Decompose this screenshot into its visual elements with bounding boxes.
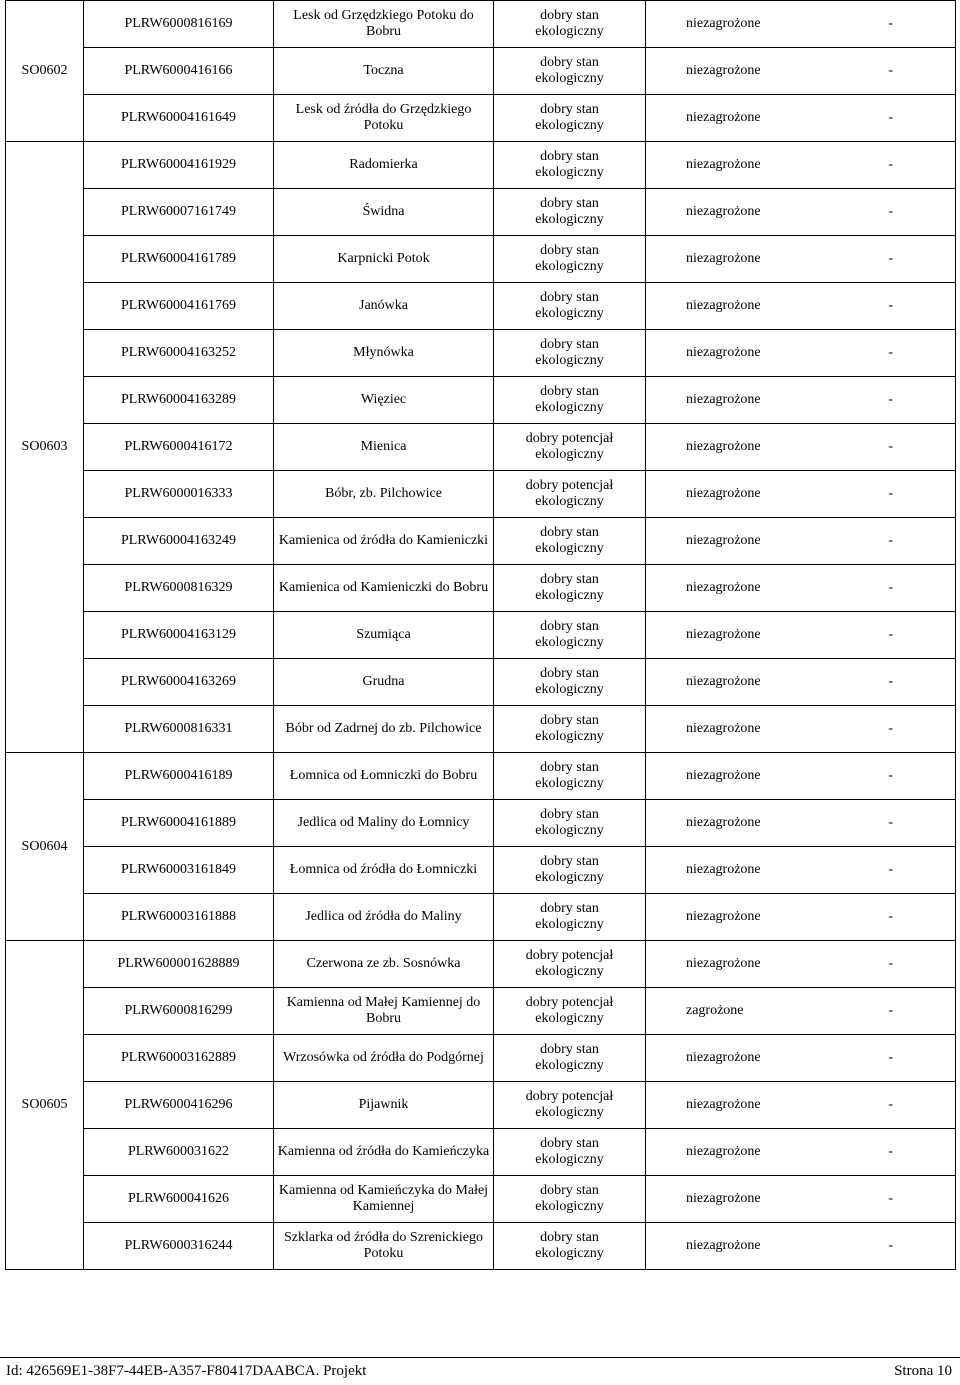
derogation-value: - <box>888 204 893 219</box>
derogation-value: - <box>888 909 893 924</box>
water-body-name: Bóbr od Zadrnej do zb. Pilchowice <box>274 706 494 753</box>
risk-cell <box>646 800 956 847</box>
risk-cell <box>646 565 956 612</box>
risk-assessment: niezagrożone <box>686 627 761 642</box>
water-body-name: Świdna <box>274 189 494 236</box>
risk-assessment: niezagrożone <box>686 486 761 501</box>
table-row <box>6 659 956 706</box>
table-row <box>6 424 956 471</box>
derogation-value: - <box>888 486 893 501</box>
table-row <box>6 236 956 283</box>
risk-assessment: niezagrożone <box>686 251 761 266</box>
risk-assessment: niezagrożone <box>686 956 761 971</box>
table-row <box>6 847 956 894</box>
water-body-code: PLRW60004163129 <box>84 612 274 659</box>
page-number: Strona 10 <box>894 1363 952 1379</box>
risk-assessment: niezagrożone <box>686 1050 761 1065</box>
water-body-code: PLRW60004161769 <box>84 283 274 330</box>
ecological-status: dobry stan ekologiczny <box>494 236 646 283</box>
derogation-value: - <box>888 721 893 736</box>
water-body-code: PLRW60004161789 <box>84 236 274 283</box>
water-body-name: Łomnica od Łomniczki do Bobru <box>274 753 494 800</box>
water-body-code: PLRW600001628889 <box>84 941 274 988</box>
risk-assessment: niezagrożone <box>686 392 761 407</box>
risk-cell <box>646 1223 956 1270</box>
risk-cell <box>646 1082 956 1129</box>
ecological-status: dobry stan ekologiczny <box>494 189 646 236</box>
ecological-status: dobry stan ekologiczny <box>494 1129 646 1176</box>
risk-assessment: niezagrożone <box>686 1191 761 1206</box>
ecological-status: dobry potencjał ekologiczny <box>494 1082 646 1129</box>
risk-assessment: niezagrożone <box>686 1097 761 1112</box>
water-body-code: PLRW60004161929 <box>84 142 274 189</box>
derogation-value: - <box>888 1003 893 1018</box>
water-body-code: PLRW60003161849 <box>84 847 274 894</box>
table-row <box>6 330 956 377</box>
risk-assessment: niezagrożone <box>686 580 761 595</box>
ecological-status: dobry stan ekologiczny <box>494 1223 646 1270</box>
ecological-status: dobry potencjał ekologiczny <box>494 471 646 518</box>
water-body-name: Pijawnik <box>274 1082 494 1129</box>
derogation-value: - <box>888 1238 893 1253</box>
water-body-code: PLRW6000816299 <box>84 988 274 1035</box>
risk-cell <box>646 1176 956 1223</box>
risk-cell <box>646 988 956 1035</box>
risk-cell <box>646 941 956 988</box>
ecological-status: dobry stan ekologiczny <box>494 565 646 612</box>
risk-assessment: niezagrożone <box>686 439 761 454</box>
water-body-code: PLRW6000416172 <box>84 424 274 471</box>
derogation-value: - <box>888 1144 893 1159</box>
risk-assessment: niezagrożone <box>686 16 761 31</box>
water-body-name: Kamienna od źródła do Kamieńczyka <box>274 1129 494 1176</box>
risk-assessment: niezagrożone <box>686 815 761 830</box>
water-body-code: PLRW6000416296 <box>84 1082 274 1129</box>
water-bodies-table <box>5 0 956 1270</box>
risk-cell <box>646 48 956 95</box>
risk-cell <box>646 518 956 565</box>
ecological-status: dobry stan ekologiczny <box>494 800 646 847</box>
risk-cell <box>646 1129 956 1176</box>
group-code-cell: SO0602 <box>6 1 84 142</box>
derogation-value: - <box>888 674 893 689</box>
water-body-name: Bóbr, zb. Pilchowice <box>274 471 494 518</box>
table-row <box>6 753 956 800</box>
water-body-name: Lesk od źródła do Grzędzkiego Potoku <box>274 95 494 142</box>
water-body-name: Jedlica od Maliny do Łomnicy <box>274 800 494 847</box>
water-body-name: Łomnica od źródła do Łomniczki <box>274 847 494 894</box>
water-body-name: Kamienica od Kamieniczki do Bobru <box>274 565 494 612</box>
risk-cell <box>646 95 956 142</box>
risk-assessment: zagrożone <box>686 1003 744 1018</box>
risk-cell <box>646 471 956 518</box>
derogation-value: - <box>888 63 893 78</box>
derogation-value: - <box>888 298 893 313</box>
ecological-status: dobry stan ekologiczny <box>494 1176 646 1223</box>
table-row <box>6 941 956 988</box>
water-body-code: PLRW600041626 <box>84 1176 274 1223</box>
derogation-value: - <box>888 16 893 31</box>
page-footer <box>0 1357 960 1385</box>
table-row <box>6 518 956 565</box>
water-body-code: PLRW60004163252 <box>84 330 274 377</box>
risk-cell <box>646 894 956 941</box>
ecological-status: dobry stan ekologiczny <box>494 330 646 377</box>
water-body-name: Kamienna od Małej Kamiennej do Bobru <box>274 988 494 1035</box>
water-body-name: Radomierka <box>274 142 494 189</box>
table-row <box>6 706 956 753</box>
risk-assessment: niezagrożone <box>686 204 761 219</box>
risk-cell <box>646 142 956 189</box>
ecological-status: dobry stan ekologiczny <box>494 612 646 659</box>
ecological-status: dobry stan ekologiczny <box>494 659 646 706</box>
water-body-code: PLRW60004163249 <box>84 518 274 565</box>
risk-assessment: niezagrożone <box>686 721 761 736</box>
water-body-code: PLRW6000416166 <box>84 48 274 95</box>
derogation-value: - <box>888 157 893 172</box>
risk-assessment: niezagrożone <box>686 345 761 360</box>
derogation-value: - <box>888 392 893 407</box>
water-body-name: Karpnicki Potok <box>274 236 494 283</box>
table-row <box>6 1 956 48</box>
ecological-status: dobry stan ekologiczny <box>494 48 646 95</box>
table-row <box>6 988 956 1035</box>
table-row <box>6 1035 956 1082</box>
water-body-name: Więziec <box>274 377 494 424</box>
ecological-status: dobry potencjał ekologiczny <box>494 424 646 471</box>
water-body-name: Janówka <box>274 283 494 330</box>
table-row <box>6 612 956 659</box>
risk-cell <box>646 753 956 800</box>
risk-assessment: niezagrożone <box>686 533 761 548</box>
table-row <box>6 1176 956 1223</box>
water-body-code: PLRW6000016333 <box>84 471 274 518</box>
group-code-cell: SO0604 <box>6 753 84 941</box>
derogation-value: - <box>888 533 893 548</box>
water-body-name: Czerwona ze zb. Sosnówka <box>274 941 494 988</box>
water-body-code: PLRW60007161749 <box>84 189 274 236</box>
ecological-status: dobry stan ekologiczny <box>494 142 646 189</box>
table-row <box>6 377 956 424</box>
ecological-status: dobry stan ekologiczny <box>494 894 646 941</box>
derogation-value: - <box>888 1050 893 1065</box>
ecological-status: dobry stan ekologiczny <box>494 706 646 753</box>
derogation-value: - <box>888 862 893 877</box>
water-body-name: Szklarka od źródła do Szrenickiego Potoku <box>274 1223 494 1270</box>
water-body-name: Lesk od Grzędzkiego Potoku do Bobru <box>274 1 494 48</box>
risk-cell <box>646 236 956 283</box>
derogation-value: - <box>888 251 893 266</box>
derogation-value: - <box>888 580 893 595</box>
risk-cell <box>646 377 956 424</box>
risk-assessment: niezagrożone <box>686 298 761 313</box>
risk-cell <box>646 1035 956 1082</box>
table-row <box>6 1129 956 1176</box>
ecological-status: dobry stan ekologiczny <box>494 847 646 894</box>
risk-cell <box>646 706 956 753</box>
water-body-code: PLRW600031622 <box>84 1129 274 1176</box>
ecological-status: dobry potencjał ekologiczny <box>494 988 646 1035</box>
risk-cell <box>646 283 956 330</box>
derogation-value: - <box>888 956 893 971</box>
risk-cell <box>646 424 956 471</box>
risk-assessment: niezagrożone <box>686 674 761 689</box>
water-body-name: Szumiąca <box>274 612 494 659</box>
risk-assessment: niezagrożone <box>686 768 761 783</box>
ecological-status: dobry stan ekologiczny <box>494 377 646 424</box>
table-row <box>6 95 956 142</box>
derogation-value: - <box>888 1097 893 1112</box>
table-row <box>6 1223 956 1270</box>
risk-cell <box>646 612 956 659</box>
ecological-status: dobry stan ekologiczny <box>494 1035 646 1082</box>
risk-assessment: niezagrożone <box>686 157 761 172</box>
water-body-name: Jedlica od źródła do Maliny <box>274 894 494 941</box>
table-row <box>6 142 956 189</box>
ecological-status: dobry stan ekologiczny <box>494 283 646 330</box>
derogation-value: - <box>888 768 893 783</box>
water-body-code: PLRW6000816169 <box>84 1 274 48</box>
risk-cell <box>646 659 956 706</box>
document-id: Id: 426569E1-38F7-44EB-A357-F80417DAABCA. Projekt <box>6 1363 367 1379</box>
derogation-value: - <box>888 1191 893 1206</box>
water-body-code: PLRW6000416189 <box>84 753 274 800</box>
ecological-status: dobry potencjał ekologiczny <box>494 941 646 988</box>
risk-assessment: niezagrożone <box>686 909 761 924</box>
water-body-name: Grudna <box>274 659 494 706</box>
ecological-status: dobry stan ekologiczny <box>494 753 646 800</box>
water-body-name: Toczna <box>274 48 494 95</box>
water-body-code: PLRW60003161888 <box>84 894 274 941</box>
derogation-value: - <box>888 627 893 642</box>
ecological-status: dobry stan ekologiczny <box>494 518 646 565</box>
water-body-name: Młynówka <box>274 330 494 377</box>
ecological-status: dobry stan ekologiczny <box>494 95 646 142</box>
derogation-value: - <box>888 439 893 454</box>
table-row <box>6 189 956 236</box>
risk-assessment: niezagrożone <box>686 1144 761 1159</box>
risk-assessment: niezagrożone <box>686 63 761 78</box>
risk-cell <box>646 189 956 236</box>
group-code-cell: SO0603 <box>6 142 84 753</box>
water-body-name: Kamienica od źródła do Kamieniczki <box>274 518 494 565</box>
risk-assessment: niezagrożone <box>686 1238 761 1253</box>
table-row <box>6 894 956 941</box>
water-body-name: Wrzosówka od źródła do Podgórnej <box>274 1035 494 1082</box>
water-body-code: PLRW6000816329 <box>84 565 274 612</box>
risk-cell <box>646 847 956 894</box>
water-body-name: Mienica <box>274 424 494 471</box>
derogation-value: - <box>888 345 893 360</box>
water-body-code: PLRW60004163289 <box>84 377 274 424</box>
table-row <box>6 48 956 95</box>
derogation-value: - <box>888 110 893 125</box>
water-body-code: PLRW60003162889 <box>84 1035 274 1082</box>
table-row <box>6 471 956 518</box>
water-body-code: PLRW60004163269 <box>84 659 274 706</box>
ecological-status: dobry stan ekologiczny <box>494 1 646 48</box>
table-row <box>6 1082 956 1129</box>
risk-cell <box>646 1 956 48</box>
group-code-cell: SO0605 <box>6 941 84 1270</box>
water-body-code: PLRW6000316244 <box>84 1223 274 1270</box>
table-row <box>6 565 956 612</box>
risk-assessment: niezagrożone <box>686 862 761 877</box>
table-row <box>6 283 956 330</box>
table-row <box>6 800 956 847</box>
risk-cell <box>646 330 956 377</box>
water-body-code: PLRW60004161649 <box>84 95 274 142</box>
water-body-code: PLRW60004161889 <box>84 800 274 847</box>
water-body-name: Kamienna od Kamieńczyka do Małej Kamiennej <box>274 1176 494 1223</box>
risk-assessment: niezagrożone <box>686 110 761 125</box>
derogation-value: - <box>888 815 893 830</box>
water-body-code: PLRW6000816331 <box>84 706 274 753</box>
